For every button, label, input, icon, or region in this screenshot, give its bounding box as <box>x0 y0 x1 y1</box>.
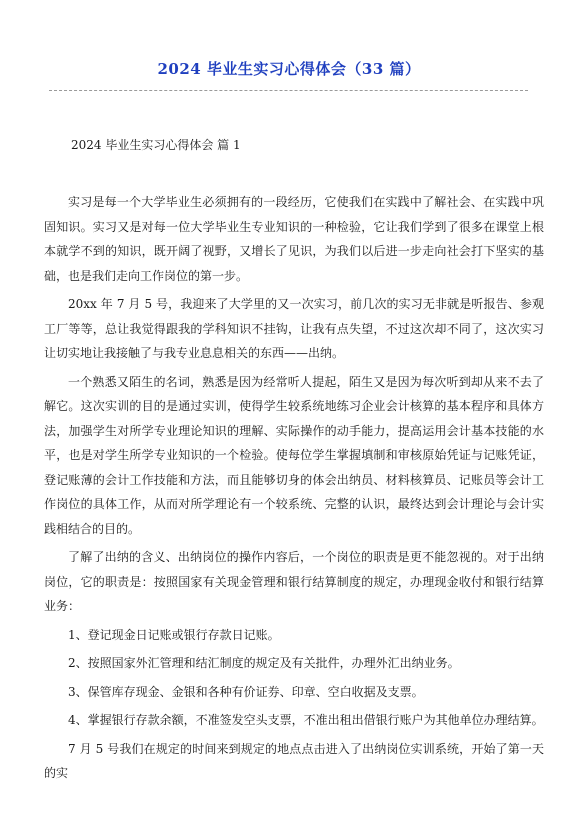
document-title: 2024 毕业生实习心得体会（33 篇） <box>157 60 421 78</box>
paragraph: 7 月 5 号我们在规定的时间来到规定的地点点击进入了出纳岗位实训系统，开始了第一天的实 <box>44 741 544 780</box>
title-divider <box>49 90 528 91</box>
paragraph: 实习是每一个大学毕业生必须拥有的一段经历，它使我们在实践中了解社会、在实践中巩固知识。实习又是对每一位大学毕业生专业知识的一种检验，它让我们学到了很多在课堂上根本就学不到的知识，既开阔了视野，又增长了见识，为我们以后进一步走向社会打下坚实的基础，也是我们走向工作岗位的第一步。 <box>44 195 544 283</box>
document-body <box>44 190 544 790</box>
paragraph: 20xx 年 7 月 5 号，我迎来了大学里的又一次实习，前几次的实习无非就是听报告、参观工厂等等，总让我觉得跟我的学科知识不挂钩，让我有点失望，不过这次却不同了，这次实习让切实地让我接触了与我专业息息相关的东西——出纳。 <box>44 297 544 360</box>
paragraph: 了解了出纳的含义、出纳岗位的操作内容后，一个岗位的职责是更不能忽视的。对于出纳岗位，它的职责是：按照国家有关现金管理和银行结算制度的规定，办理现金收付和银行结算业务： <box>44 550 544 613</box>
list-item: 3、保管库存现金、金银和各种有价证券、印章、空白收据及支票。 <box>68 684 424 699</box>
paragraph: 一个熟悉又陌生的名词，熟悉是因为经常听人提起，陌生又是因为每次听到却从来不去了解它。这次实训的目的是通过实训，使得学生较系统地练习企业会计核算的基本程序和具体方法，加强学生对所学专业理论知识的理解、实际操作的动手能力，提高运用会计基本技能的水平，也是对学生所学专业知识的一个检验。使每位学生掌握填制和审核原始凭证与记账凭证，登记账薄的会计工作技能和方法，而且能够切身的体会出纳员、材料核算员、记账员等会计工作岗位的具体工作，从而对所学理论有一个较系统、完整的认识，最终达到会计理论与会计实践相结合的目的。 <box>44 374 544 536</box>
list-item: 1、登记现金日记账或银行存款日记账。 <box>68 627 280 642</box>
list-item: 2、按照国家外汇管理和结汇制度的规定及有关批件，办理外汇出纳业务。 <box>68 656 460 670</box>
section-heading: 2024 毕业生实习心得体会 篇 1 <box>71 138 241 152</box>
list-item: 4、掌握银行存款余额，不准签发空头支票，不准出租出借银行账户为其他单位办理结算。 <box>68 713 544 727</box>
